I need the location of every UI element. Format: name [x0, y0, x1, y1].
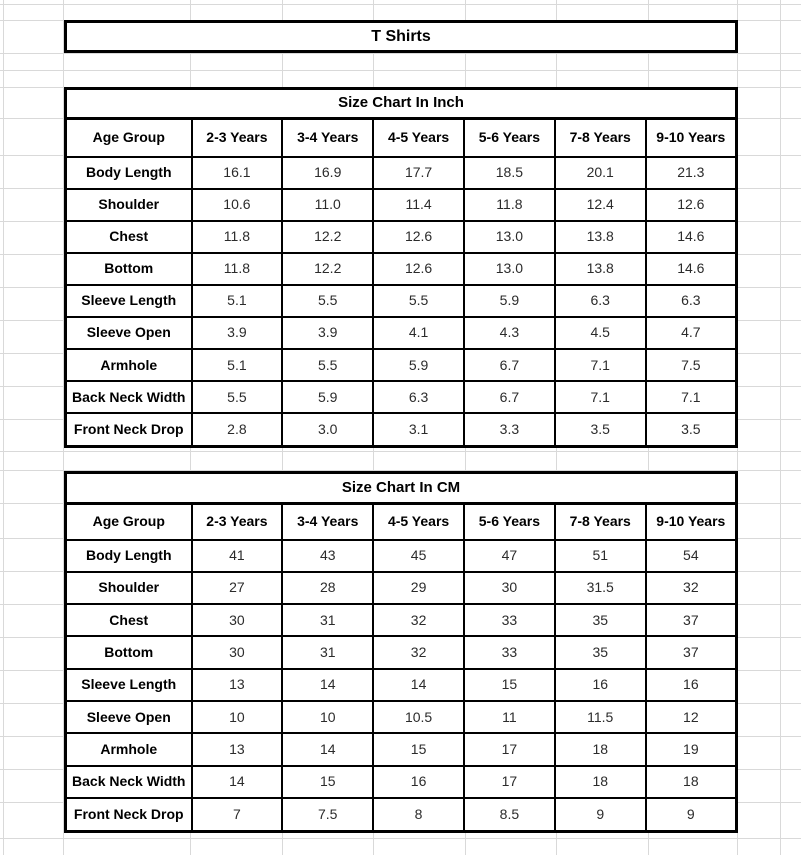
value-cell: 3.1	[373, 413, 464, 446]
table-row	[66, 636, 737, 668]
table-caption-row	[66, 89, 737, 119]
table-row	[66, 701, 737, 733]
row-label: Chest	[66, 221, 192, 253]
grid-line	[0, 70, 801, 71]
value-cell: 7.1	[646, 381, 737, 413]
table-caption: Size Chart In Inch	[66, 89, 737, 119]
row-label: Body Length	[66, 157, 192, 189]
value-cell: 15	[373, 733, 464, 765]
table-header-row	[66, 504, 737, 540]
grid-line	[780, 0, 781, 855]
value-cell: 11.8	[192, 253, 283, 285]
table-row	[66, 669, 737, 701]
value-cell: 19	[646, 733, 737, 765]
grid-line	[0, 838, 801, 839]
value-cell: 4.7	[646, 317, 737, 349]
row-label: Sleeve Open	[66, 701, 192, 733]
value-cell: 32	[373, 604, 464, 636]
row-label: Shoulder	[66, 189, 192, 221]
value-cell: 14.6	[646, 221, 737, 253]
value-cell: 5.5	[282, 349, 373, 381]
row-label: Bottom	[66, 253, 192, 285]
value-cell: 32	[646, 572, 737, 604]
value-cell: 7.1	[555, 381, 646, 413]
value-cell: 11.8	[192, 221, 283, 253]
table-row	[66, 253, 737, 285]
table-header-row	[66, 119, 737, 157]
value-cell: 4.5	[555, 317, 646, 349]
value-cell: 18	[555, 733, 646, 765]
value-cell: 8	[373, 798, 464, 831]
column-header: 3-4 Years	[282, 119, 373, 157]
value-cell: 3.5	[646, 413, 737, 446]
size-chart-inch-table	[64, 87, 738, 448]
value-cell: 37	[646, 636, 737, 668]
sheet-title: T Shirts	[371, 27, 431, 45]
value-cell: 31.5	[555, 572, 646, 604]
table-caption-row	[66, 473, 737, 504]
value-cell: 14	[192, 766, 283, 798]
value-cell: 9	[555, 798, 646, 831]
value-cell: 31	[282, 636, 373, 668]
row-label: Body Length	[66, 540, 192, 572]
row-label: Back Neck Width	[66, 381, 192, 413]
value-cell: 7.5	[282, 798, 373, 831]
value-cell: 12.4	[555, 189, 646, 221]
sheet-title-cell	[64, 20, 738, 53]
value-cell: 54	[646, 540, 737, 572]
value-cell: 10	[282, 701, 373, 733]
value-cell: 10	[192, 701, 283, 733]
value-cell: 45	[373, 540, 464, 572]
value-cell: 15	[464, 669, 555, 701]
value-cell: 6.3	[373, 381, 464, 413]
value-cell: 5.9	[373, 349, 464, 381]
value-cell: 14	[373, 669, 464, 701]
value-cell: 30	[192, 604, 283, 636]
grid-line	[3, 0, 4, 855]
value-cell: 4.1	[373, 317, 464, 349]
value-cell: 6.7	[464, 381, 555, 413]
column-header: 9-10 Years	[646, 119, 737, 157]
table-row	[66, 349, 737, 381]
column-header: Age Group	[66, 119, 192, 157]
value-cell: 8.5	[464, 798, 555, 831]
value-cell: 37	[646, 604, 737, 636]
value-cell: 7.5	[646, 349, 737, 381]
value-cell: 6.3	[646, 285, 737, 317]
column-header: 4-5 Years	[373, 119, 464, 157]
value-cell: 12.2	[282, 221, 373, 253]
value-cell: 13.8	[555, 253, 646, 285]
column-header: 2-3 Years	[192, 504, 283, 540]
table-row	[66, 285, 737, 317]
column-header: 5-6 Years	[464, 119, 555, 157]
value-cell: 10.5	[373, 701, 464, 733]
value-cell: 13	[192, 669, 283, 701]
value-cell: 33	[464, 636, 555, 668]
table-body	[66, 157, 737, 447]
row-label: Front Neck Drop	[66, 798, 192, 831]
row-label: Sleeve Open	[66, 317, 192, 349]
table-row	[66, 157, 737, 189]
value-cell: 3.0	[282, 413, 373, 446]
value-cell: 16	[373, 766, 464, 798]
table-row	[66, 221, 737, 253]
value-cell: 5.9	[282, 381, 373, 413]
value-cell: 29	[373, 572, 464, 604]
table-row	[66, 381, 737, 413]
value-cell: 28	[282, 572, 373, 604]
table-row	[66, 572, 737, 604]
value-cell: 11	[464, 701, 555, 733]
value-cell: 17	[464, 733, 555, 765]
table-row	[66, 413, 737, 446]
value-cell: 13	[192, 733, 283, 765]
value-cell: 16	[646, 669, 737, 701]
column-header: 3-4 Years	[282, 504, 373, 540]
grid-line	[0, 451, 801, 452]
row-label: Armhole	[66, 349, 192, 381]
value-cell: 9	[646, 798, 737, 831]
value-cell: 11.5	[555, 701, 646, 733]
value-cell: 15	[282, 766, 373, 798]
grid-line	[0, 53, 801, 54]
grid-line	[0, 4, 801, 5]
value-cell: 16.9	[282, 157, 373, 189]
value-cell: 47	[464, 540, 555, 572]
value-cell: 5.1	[192, 285, 283, 317]
value-cell: 11.0	[282, 189, 373, 221]
column-header: 4-5 Years	[373, 504, 464, 540]
value-cell: 4.3	[464, 317, 555, 349]
value-cell: 31	[282, 604, 373, 636]
value-cell: 14	[282, 669, 373, 701]
value-cell: 16	[555, 669, 646, 701]
value-cell: 51	[555, 540, 646, 572]
value-cell: 10.6	[192, 189, 283, 221]
value-cell: 17	[464, 766, 555, 798]
value-cell: 5.5	[282, 285, 373, 317]
value-cell: 5.5	[192, 381, 283, 413]
value-cell: 27	[192, 572, 283, 604]
value-cell: 18.5	[464, 157, 555, 189]
value-cell: 6.3	[555, 285, 646, 317]
value-cell: 20.1	[555, 157, 646, 189]
row-label: Shoulder	[66, 572, 192, 604]
table-row	[66, 540, 737, 572]
table-row	[66, 733, 737, 765]
value-cell: 7	[192, 798, 283, 831]
table-row	[66, 798, 737, 831]
row-label: Back Neck Width	[66, 766, 192, 798]
value-cell: 30	[192, 636, 283, 668]
value-cell: 41	[192, 540, 283, 572]
table-row	[66, 766, 737, 798]
value-cell: 3.3	[464, 413, 555, 446]
value-cell: 35	[555, 604, 646, 636]
value-cell: 3.5	[555, 413, 646, 446]
value-cell: 12.6	[373, 221, 464, 253]
table-row	[66, 189, 737, 221]
value-cell: 30	[464, 572, 555, 604]
value-cell: 13.0	[464, 221, 555, 253]
value-cell: 3.9	[282, 317, 373, 349]
value-cell: 32	[373, 636, 464, 668]
table-body	[66, 540, 737, 832]
table-row	[66, 604, 737, 636]
value-cell: 2.8	[192, 413, 283, 446]
value-cell: 18	[646, 766, 737, 798]
value-cell: 11.4	[373, 189, 464, 221]
value-cell: 5.1	[192, 349, 283, 381]
value-cell: 12	[646, 701, 737, 733]
column-header: 7-8 Years	[555, 504, 646, 540]
value-cell: 16.1	[192, 157, 283, 189]
value-cell: 12.2	[282, 253, 373, 285]
column-header: 2-3 Years	[192, 119, 283, 157]
size-chart-cm-table	[64, 471, 738, 833]
row-label: Armhole	[66, 733, 192, 765]
row-label: Chest	[66, 604, 192, 636]
value-cell: 11.8	[464, 189, 555, 221]
value-cell: 43	[282, 540, 373, 572]
row-label: Sleeve Length	[66, 669, 192, 701]
value-cell: 21.3	[646, 157, 737, 189]
value-cell: 33	[464, 604, 555, 636]
value-cell: 14	[282, 733, 373, 765]
value-cell: 18	[555, 766, 646, 798]
column-header: Age Group	[66, 504, 192, 540]
column-header: 5-6 Years	[464, 504, 555, 540]
value-cell: 12.6	[373, 253, 464, 285]
row-label: Sleeve Length	[66, 285, 192, 317]
value-cell: 5.5	[373, 285, 464, 317]
row-label: Front Neck Drop	[66, 413, 192, 446]
value-cell: 14.6	[646, 253, 737, 285]
value-cell: 13.8	[555, 221, 646, 253]
value-cell: 7.1	[555, 349, 646, 381]
row-label: Bottom	[66, 636, 192, 668]
value-cell: 17.7	[373, 157, 464, 189]
table-row	[66, 317, 737, 349]
value-cell: 5.9	[464, 285, 555, 317]
column-header: 7-8 Years	[555, 119, 646, 157]
value-cell: 13.0	[464, 253, 555, 285]
table-caption: Size Chart In CM	[66, 473, 737, 504]
value-cell: 6.7	[464, 349, 555, 381]
column-header: 9-10 Years	[646, 504, 737, 540]
value-cell: 3.9	[192, 317, 283, 349]
value-cell: 12.6	[646, 189, 737, 221]
value-cell: 35	[555, 636, 646, 668]
